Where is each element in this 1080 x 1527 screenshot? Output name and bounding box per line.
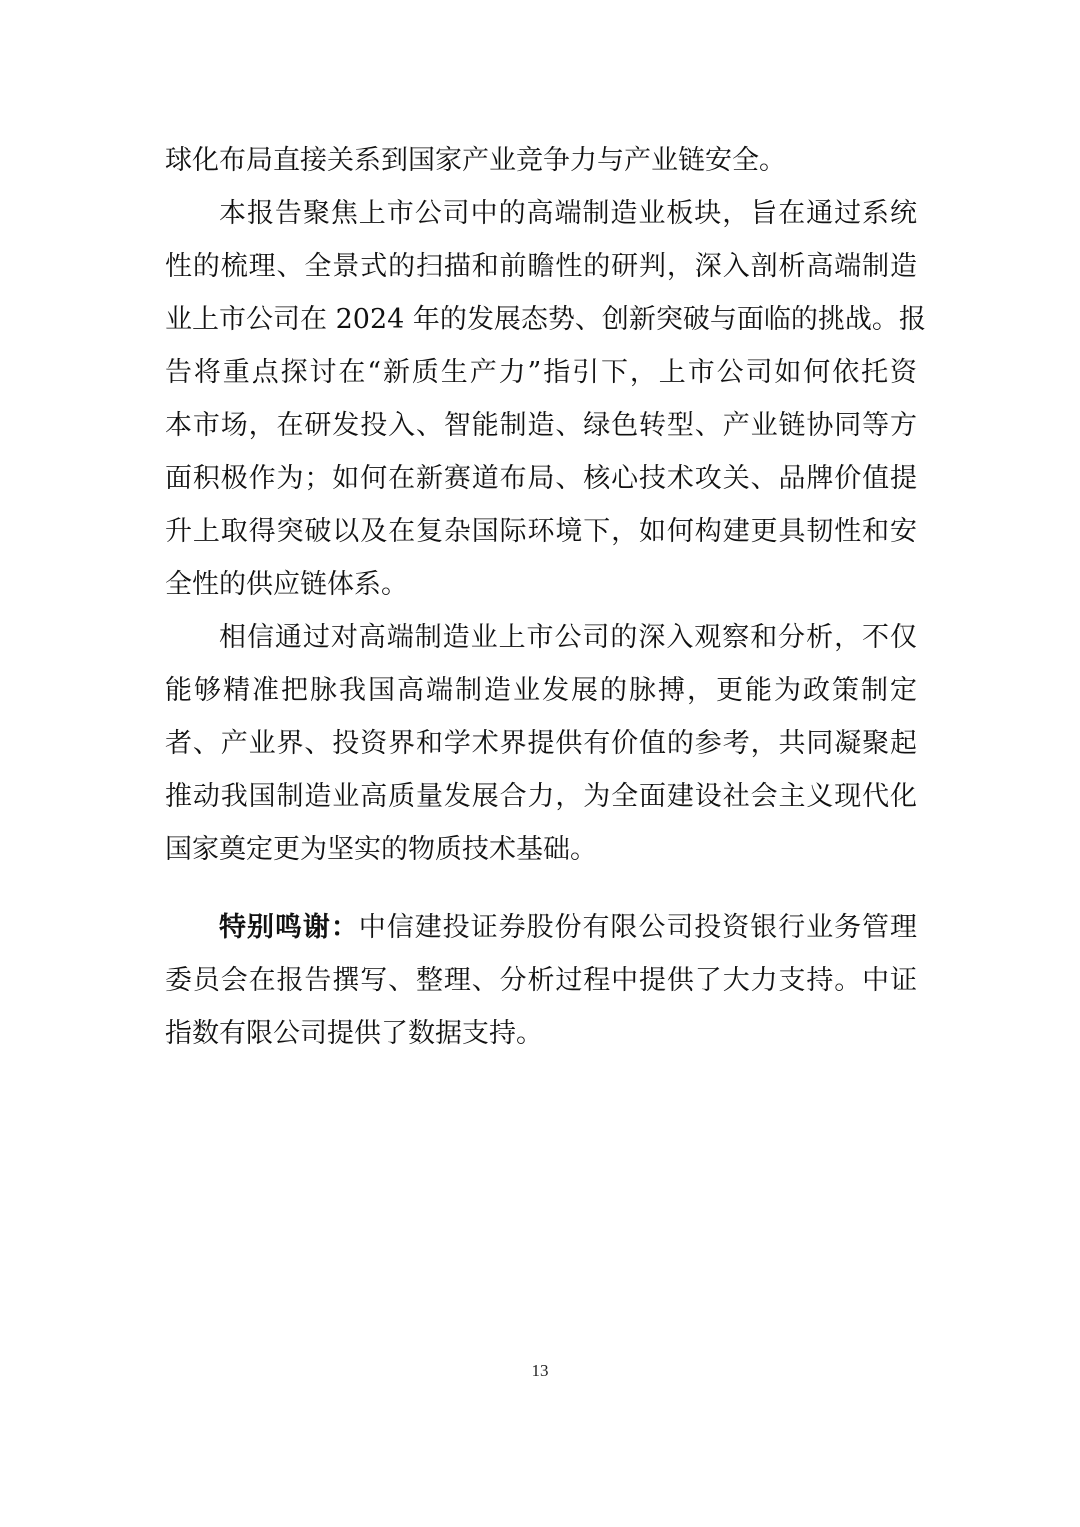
text-line: 指数有限公司提供了数据支持。 [165, 1018, 543, 1049]
text-line: 国家奠定更为坚实的物质技术基础。 [165, 834, 597, 865]
text-line: 业上市公司在 2024 年的发展态势、创新突破与面临的挑战。报 [165, 304, 926, 335]
page-number: 13 [531, 1361, 549, 1380]
document-body [165, 134, 926, 1060]
acknowledgement-paragraph [165, 901, 917, 1060]
text-line: 告将重点探讨在“新质生产力”指引下，上市公司如何依托资 [165, 357, 917, 388]
text-line: 能够精准把脉我国高端制造业发展的脉搏，更能为政策制定 [165, 675, 917, 706]
text-line: 者、产业界、投资界和学术界提供有价值的参考，共同凝聚起 [165, 728, 917, 759]
paragraph-3 [165, 611, 917, 876]
acknowledgement-text: 中信建投证券股份有限公司投资银行业务管理 [358, 912, 918, 943]
text-line: 本市场，在研发投入、智能制造、绿色转型、产业链协同等方 [165, 410, 917, 441]
acknowledgement-label: 特别鸣谢： [219, 912, 359, 943]
text-line: 全性的供应链体系。 [165, 569, 408, 600]
text-line: 相信通过对高端制造业上市公司的深入观察和分析，不仅 [219, 622, 917, 653]
text-line: 本报告聚焦上市公司中的高端制造业板块，旨在通过系统 [219, 198, 917, 229]
text-line: 球化布局直接关系到国家产业竞争力与产业链安全。 [165, 145, 786, 176]
text-line: 升上取得突破以及在复杂国际环境下，如何构建更具韧性和安 [165, 516, 917, 547]
paragraph-1 [165, 134, 917, 187]
text-line [165, 901, 917, 954]
text-line: 面积极作为；如何在新赛道布局、核心技术攻关、品牌价值提 [165, 463, 917, 494]
text-line: 委员会在报告撰写、整理、分析过程中提供了大力支持。中证 [165, 965, 917, 996]
text-line: 性的梳理、全景式的扫描和前瞻性的研判，深入剖析高端制造 [165, 251, 917, 282]
paragraph-2 [165, 187, 926, 611]
paragraph-gap [165, 876, 917, 901]
text-line: 推动我国制造业高质量发展合力，为全面建设社会主义现代化 [165, 781, 917, 812]
